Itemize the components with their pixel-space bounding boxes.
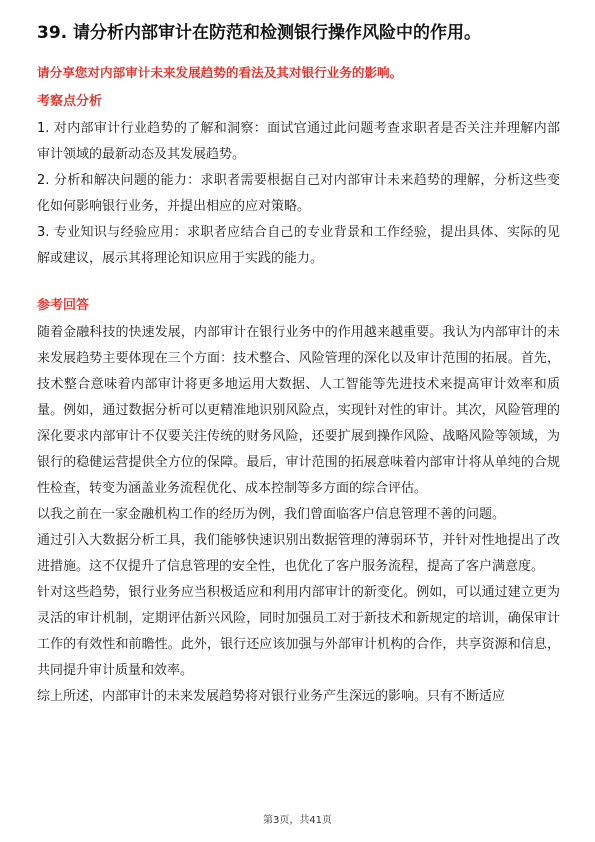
- question-prompt: 请分享您对内部审计未来发展趋势的看法及其对银行业务的影响。: [37, 65, 403, 80]
- analysis-item: 2. 分析和解决问题的能力：求职者需要根据自己对内部审计未来趋势的理解，分析这些变化如何影响银行业务，并提出相应的应对策略。: [37, 173, 560, 214]
- answer-paragraph: 通过引入大数据分析工具，我们能够快速识别出数据管理的薄弱环节，并针对性地提出了改进措施。这不仅提升了信息管理的安全性，也优化了客户服务流程，提高了客户满意度。: [37, 533, 560, 574]
- answer-heading: 参考回答: [37, 298, 90, 313]
- answer-paragraph: 针对这些趋势，银行业务应当积极适应和利用内部审计的新变化。例如，可以通过建立更为灵活的审计机制，定期评估新兴风险，同时加强员工对于新技术和新规定的培训，确保审计工作的有效性和前瞻性。此外，银行还应该加强与外部审计机构的合作，共享资源和信息，共同提升审计质量和效率。: [37, 585, 560, 678]
- answer-paragraph: 综上所述，内部审计的未来发展趋势将对银行业务产生深远的影响。只有不断适应: [37, 689, 506, 704]
- analysis-list: [37, 116, 560, 272]
- answer-body: [37, 320, 560, 710]
- analysis-item: 1. 对内部审计行业趋势的了解和洞察：面试官通过此问题考查求职者是否关注并理解内部审计领域的最新动态及其发展趋势。: [37, 121, 560, 162]
- analysis-heading: 考察点分析: [37, 94, 103, 109]
- answer-paragraph: 随着金融科技的快速发展，内部审计在银行业务中的作用越来越重要。我认为内部审计的未来发展趋势主要体现在三个方面：技术整合、风险管理的深化以及审计范围的拓展。首先，技术整合意味着内部审计将更多地运用大数据、人工智能等先进技术来提高审计效率和质量。例如，通过数据分析可以更精准地识别风险点，实现针对性的审计。其次，风险管理的深化要求内部审计不仅要关注传统的财务风险，还要扩展到操作风险、战略风险等领域，为银行的稳健运营提供全方位的保障。最后，审计范围的拓展意味着内部审计将从单纯的合规性检查，转变为涵盖业务流程优化、成本控制等多方面的综合评估。: [37, 325, 560, 496]
- answer-paragraph: 以我之前在一家金融机构工作的经历为例，我们曾面临客户信息管理不善的问题。: [37, 507, 506, 522]
- page-number: 第3页，共41页: [262, 815, 333, 826]
- analysis-item: 3. 专业知识与经验应用：求职者应结合自己的专业背景和工作经验，提出具体、实际的见解或建议，展示其将理论知识应用于实践的能力。: [37, 225, 560, 266]
- question-title: 39. 请分析内部审计在防范和检测银行操作风险中的作用。: [37, 23, 482, 43]
